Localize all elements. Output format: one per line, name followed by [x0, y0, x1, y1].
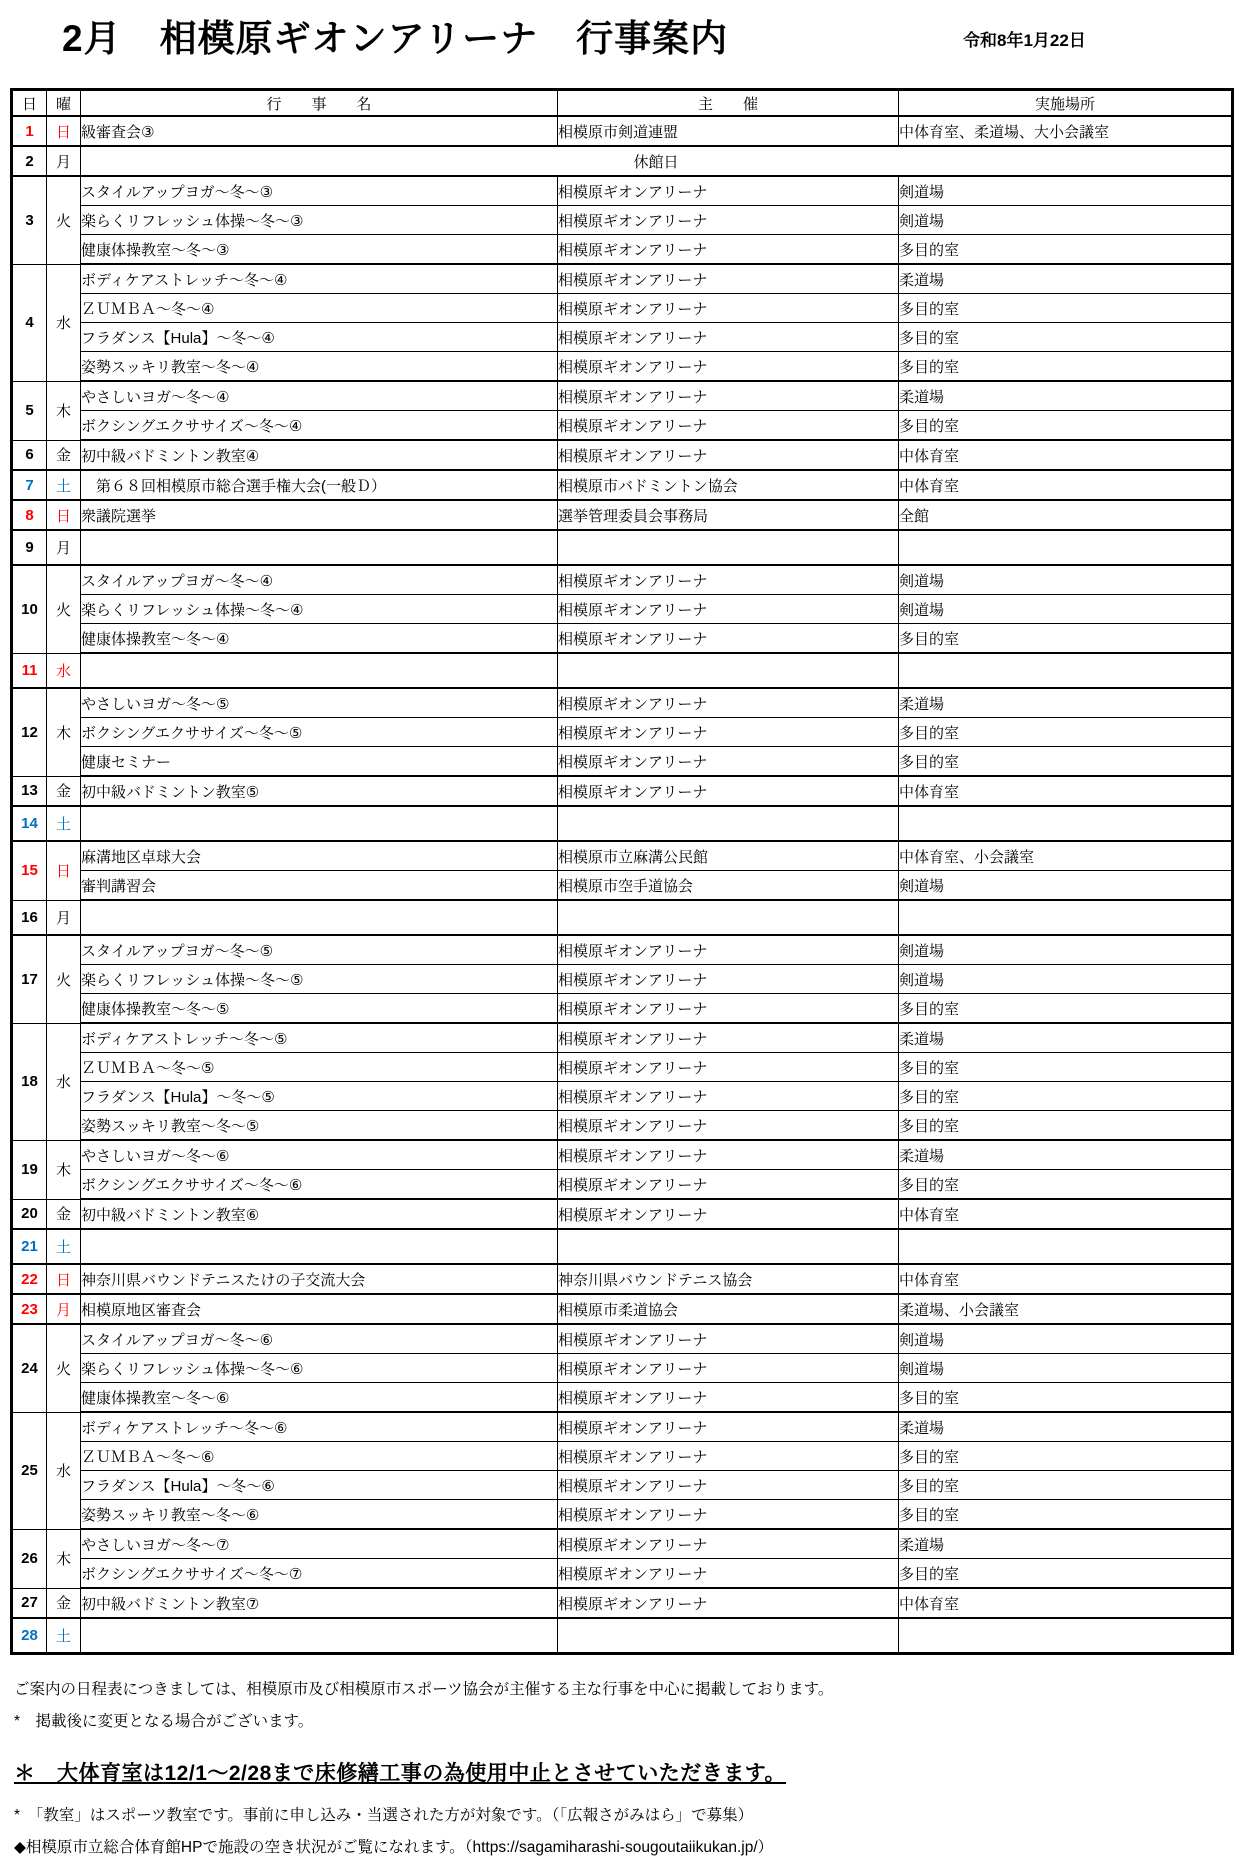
organizer-cell [558, 900, 899, 935]
day-number: 21 [12, 1229, 47, 1264]
day-number: 19 [12, 1140, 47, 1199]
event-name-cell: 第６８回相模原市総合選手権大会(一般Ｄ） [81, 470, 558, 500]
schedule-row-day-5 [12, 381, 1233, 411]
weekday-label: 月 [47, 530, 81, 565]
weekday-label: 金 [47, 1588, 81, 1618]
location-cell: 多目的室 [899, 1500, 1233, 1530]
location-cell: 剣道場 [899, 1324, 1233, 1354]
location-cell: 多目的室 [899, 1471, 1233, 1500]
issue-date: 令和8年1月22日 [963, 31, 1086, 50]
organizer-cell: 相模原ギオンアリーナ [558, 776, 899, 806]
weekday-label: 月 [47, 146, 81, 176]
organizer-cell: 相模原ギオンアリーナ [558, 235, 899, 265]
organizer-cell: 相模原ギオンアリーナ [558, 294, 899, 323]
organizer-cell: 相模原ギオンアリーナ [558, 747, 899, 777]
location-cell: 剣道場 [899, 176, 1233, 206]
day-number: 20 [12, 1199, 47, 1229]
document-header [0, 0, 1241, 78]
schedule-row-day-3 [12, 235, 1233, 265]
organizer-cell: 相模原ギオンアリーナ [558, 1383, 899, 1413]
location-cell [899, 900, 1233, 935]
location-cell [899, 653, 1233, 688]
schedule-row-day-10 [12, 565, 1233, 595]
schedule-row-day-9 [12, 530, 1233, 565]
event-name-cell: ボディケアストレッチ～冬～⑥ [81, 1412, 558, 1442]
note-changes: * 掲載後に変更となる場合がございます。 [14, 1713, 314, 1730]
footer-notes [14, 1677, 1227, 1857]
event-name-cell: 衆議院選挙 [81, 500, 558, 530]
schedule-row-day-10 [12, 624, 1233, 654]
event-name-cell: 姿勢スッキリ教室～冬～⑤ [81, 1111, 558, 1141]
schedule-row-day-13 [12, 776, 1233, 806]
weekday-label: 土 [47, 1618, 81, 1654]
location-cell [899, 806, 1233, 841]
day-number: 22 [12, 1264, 47, 1294]
organizer-cell: 相模原ギオンアリーナ [558, 1140, 899, 1170]
day-number: 12 [12, 688, 47, 776]
schedule-row-day-6 [12, 440, 1233, 470]
weekday-label: 木 [47, 1529, 81, 1588]
schedule-row-day-25 [12, 1500, 1233, 1530]
day-number: 18 [12, 1023, 47, 1140]
organizer-cell: 相模原ギオンアリーナ [558, 1442, 899, 1471]
event-name-cell: 麻溝地区卓球大会 [81, 841, 558, 871]
organizer-cell: 相模原ギオンアリーナ [558, 352, 899, 382]
location-cell: 多目的室 [899, 411, 1233, 441]
organizer-cell: 相模原ギオンアリーナ [558, 688, 899, 718]
event-name-cell: フラダンス【Hula】～冬～⑤ [81, 1082, 558, 1111]
day-number: 7 [12, 470, 47, 500]
schedule-row-day-12 [12, 718, 1233, 747]
location-cell: 多目的室 [899, 323, 1233, 352]
organizer-cell [558, 530, 899, 565]
weekday-label: 土 [47, 806, 81, 841]
weekday-label: 火 [47, 935, 81, 1023]
location-cell: 多目的室 [899, 1082, 1233, 1111]
organizer-cell: 相模原ギオンアリーナ [558, 411, 899, 441]
location-cell: 中体育室 [899, 440, 1233, 470]
location-cell: 多目的室 [899, 994, 1233, 1024]
schedule-row-day-10 [12, 595, 1233, 624]
organizer-cell: 相模原ギオンアリーナ [558, 1354, 899, 1383]
event-name-cell: ボクシングエクササイズ～冬～⑥ [81, 1170, 558, 1200]
organizer-cell: 相模原ギオンアリーナ [558, 1111, 899, 1141]
location-cell: 剣道場 [899, 965, 1233, 994]
organizer-cell: 相模原ギオンアリーナ [558, 264, 899, 294]
event-name-cell: ボクシングエクササイズ～冬～⑤ [81, 718, 558, 747]
weekday-label: 木 [47, 1140, 81, 1199]
weekday-label: 火 [47, 1324, 81, 1412]
location-cell: 多目的室 [899, 624, 1233, 654]
event-name-cell: やさしいヨガ～冬～④ [81, 381, 558, 411]
schedule-row-day-3 [12, 176, 1233, 206]
organizer-cell: 神奈川県バウンドテニス協会 [558, 1264, 899, 1294]
day-number: 28 [12, 1618, 47, 1654]
event-name-cell: ボクシングエクササイズ～冬～④ [81, 411, 558, 441]
event-name-cell: 姿勢スッキリ教室～冬～⑥ [81, 1500, 558, 1530]
weekday-label: 日 [47, 841, 81, 900]
schedule-row-day-4 [12, 323, 1233, 352]
location-cell: 柔道場 [899, 381, 1233, 411]
day-number: 2 [12, 146, 47, 176]
header-location: 実施場所 [899, 90, 1233, 117]
day-number: 11 [12, 653, 47, 688]
weekday-label: 月 [47, 900, 81, 935]
location-cell: 剣道場 [899, 206, 1233, 235]
page-title: 2月 相模原ギオンアリーナ 行事案内 [62, 18, 729, 59]
organizer-cell [558, 1229, 899, 1264]
schedule-row-day-18 [12, 1053, 1233, 1082]
schedule-row-day-1 [12, 116, 1233, 146]
event-name-cell: 審判講習会 [81, 871, 558, 901]
schedule-row-day-17 [12, 965, 1233, 994]
day-number: 16 [12, 900, 47, 935]
organizer-cell: 相模原市柔道協会 [558, 1294, 899, 1324]
schedule-row-day-18 [12, 1111, 1233, 1141]
organizer-cell: 相模原ギオンアリーナ [558, 624, 899, 654]
location-cell: 柔道場 [899, 1529, 1233, 1559]
location-cell: 柔道場 [899, 688, 1233, 718]
weekday-label: 木 [47, 381, 81, 440]
schedule-row-day-27 [12, 1588, 1233, 1618]
location-cell: 全館 [899, 500, 1233, 530]
location-cell: 柔道場、小会議室 [899, 1294, 1233, 1324]
location-cell: 柔道場 [899, 1412, 1233, 1442]
header-weekday: 曜 [47, 90, 81, 117]
organizer-cell: 相模原ギオンアリーナ [558, 935, 899, 965]
schedule-row-day-17 [12, 935, 1233, 965]
organizer-cell: 相模原ギオンアリーナ [558, 718, 899, 747]
day-number: 13 [12, 776, 47, 806]
location-cell: 中体育室、柔道場、大小会議室 [899, 116, 1233, 146]
location-cell: 剣道場 [899, 595, 1233, 624]
location-cell: 柔道場 [899, 1140, 1233, 1170]
organizer-cell: 相模原ギオンアリーナ [558, 323, 899, 352]
event-name-cell: フラダンス【Hula】～冬～⑥ [81, 1471, 558, 1500]
note-classes: * 「教室」はスポーツ教室です。事前に申し込み・当選された方が対象です。（「広報さがみはら」で募集） [14, 1807, 754, 1824]
weekday-label: 土 [47, 1229, 81, 1264]
location-cell: 多目的室 [899, 747, 1233, 777]
weekday-label: 火 [47, 176, 81, 264]
organizer-cell: 相模原ギオンアリーナ [558, 965, 899, 994]
schedule-row-day-18 [12, 1082, 1233, 1111]
schedule-row-day-7 [12, 470, 1233, 500]
day-number: 4 [12, 264, 47, 381]
location-cell: 多目的室 [899, 1111, 1233, 1141]
header-day: 日 [12, 90, 47, 117]
organizer-cell: 相模原ギオンアリーナ [558, 1559, 899, 1589]
event-name-cell: 相模原地区審査会 [81, 1294, 558, 1324]
organizer-cell: 相模原市空手道協会 [558, 871, 899, 901]
day-number: 5 [12, 381, 47, 440]
weekday-label: 水 [47, 1412, 81, 1529]
location-cell: 多目的室 [899, 1170, 1233, 1200]
event-name-cell: やさしいヨガ～冬～⑤ [81, 688, 558, 718]
location-cell [899, 530, 1233, 565]
location-cell: 柔道場 [899, 1023, 1233, 1053]
day-number: 14 [12, 806, 47, 841]
schedule-row-day-14 [12, 806, 1233, 841]
location-cell [899, 1618, 1233, 1654]
event-name-cell: ボディケアストレッチ～冬～④ [81, 264, 558, 294]
event-name-cell: 楽らくリフレッシュ体操～冬～③ [81, 206, 558, 235]
weekday-label: 金 [47, 1199, 81, 1229]
event-name-cell: ボディケアストレッチ～冬～⑤ [81, 1023, 558, 1053]
day-number: 6 [12, 440, 47, 470]
organizer-cell: 相模原ギオンアリーナ [558, 1170, 899, 1200]
schedule-row-day-18 [12, 1023, 1233, 1053]
organizer-cell [558, 806, 899, 841]
location-cell: 中体育室、小会議室 [899, 841, 1233, 871]
day-number: 9 [12, 530, 47, 565]
event-name-cell: 楽らくリフレッシュ体操～冬～⑥ [81, 1354, 558, 1383]
day-number: 25 [12, 1412, 47, 1529]
weekday-label: 月 [47, 1294, 81, 1324]
schedule-row-day-15 [12, 841, 1233, 871]
event-name-cell: スタイルアップヨガ～冬～⑤ [81, 935, 558, 965]
event-name-cell: ＺＵＭＢＡ～冬～⑥ [81, 1442, 558, 1471]
organizer-cell: 相模原ギオンアリーナ [558, 1082, 899, 1111]
schedule-row-day-4 [12, 294, 1233, 323]
event-name-cell: 健康体操教室～冬～④ [81, 624, 558, 654]
note-gym-closure: ＊ 大体育室は12/1～2/28まで床修繕工事の為使用中止とさせていただきます。 [14, 1762, 787, 1785]
schedule-row-day-21 [12, 1229, 1233, 1264]
weekday-label: 日 [47, 1264, 81, 1294]
organizer-cell: 相模原ギオンアリーナ [558, 1529, 899, 1559]
organizer-cell: 相模原ギオンアリーナ [558, 440, 899, 470]
table-header-row [12, 90, 1233, 117]
location-cell: 多目的室 [899, 1383, 1233, 1413]
weekday-label: 金 [47, 776, 81, 806]
day-number: 17 [12, 935, 47, 1023]
schedule-row-day-25 [12, 1412, 1233, 1442]
organizer-cell: 相模原ギオンアリーナ [558, 1199, 899, 1229]
organizer-cell: 相模原ギオンアリーナ [558, 1471, 899, 1500]
schedule-row-day-11 [12, 653, 1233, 688]
schedule-row-day-12 [12, 688, 1233, 718]
organizer-cell: 相模原ギオンアリーナ [558, 1412, 899, 1442]
event-name-cell: やさしいヨガ～冬～⑥ [81, 1140, 558, 1170]
event-name-cell [81, 900, 558, 935]
location-cell: 中体育室 [899, 1588, 1233, 1618]
location-cell: 剣道場 [899, 871, 1233, 901]
schedule-row-day-15 [12, 871, 1233, 901]
event-name-cell: 神奈川県バウンドテニスたけの子交流大会 [81, 1264, 558, 1294]
location-cell: 剣道場 [899, 1354, 1233, 1383]
organizer-cell: 相模原市立麻溝公民館 [558, 841, 899, 871]
event-name-cell [81, 530, 558, 565]
header-event-name: 行 事 名 [81, 90, 558, 117]
weekday-label: 日 [47, 500, 81, 530]
day-number: 27 [12, 1588, 47, 1618]
organizer-cell [558, 653, 899, 688]
location-cell: 中体育室 [899, 470, 1233, 500]
weekday-label: 日 [47, 116, 81, 146]
location-cell: 柔道場 [899, 264, 1233, 294]
event-name-cell: 健康体操教室～冬～⑤ [81, 994, 558, 1024]
schedule-row-day-3 [12, 206, 1233, 235]
event-name-cell [81, 806, 558, 841]
schedule-row-day-24 [12, 1354, 1233, 1383]
day-number: 8 [12, 500, 47, 530]
organizer-cell: 相模原ギオンアリーナ [558, 176, 899, 206]
location-cell: 多目的室 [899, 294, 1233, 323]
event-name-cell: 初中級バドミントン教室④ [81, 440, 558, 470]
schedule-row-day-5 [12, 411, 1233, 441]
event-name-cell: スタイルアップヨガ～冬～④ [81, 565, 558, 595]
schedule-row-day-25 [12, 1471, 1233, 1500]
event-name-cell: 初中級バドミントン教室⑤ [81, 776, 558, 806]
day-number: 3 [12, 176, 47, 264]
organizer-cell: 相模原ギオンアリーナ [558, 1500, 899, 1530]
event-name-cell: ＺＵＭＢＡ～冬～⑤ [81, 1053, 558, 1082]
event-name-cell: ＺＵＭＢＡ～冬～④ [81, 294, 558, 323]
schedule-body [12, 116, 1233, 1654]
location-cell: 中体育室 [899, 1264, 1233, 1294]
day-number: 15 [12, 841, 47, 900]
schedule-row-day-25 [12, 1442, 1233, 1471]
event-name-cell: スタイルアップヨガ～冬～⑥ [81, 1324, 558, 1354]
event-name-cell: スタイルアップヨガ～冬～③ [81, 176, 558, 206]
schedule-row-day-19 [12, 1170, 1233, 1200]
schedule-row-day-4 [12, 352, 1233, 382]
location-cell: 剣道場 [899, 565, 1233, 595]
event-name-cell: 健康セミナー [81, 747, 558, 777]
organizer-cell: 相模原ギオンアリーナ [558, 1324, 899, 1354]
schedule-row-day-16 [12, 900, 1233, 935]
note-general: ご案内の日程表につきましては、相模原市及び相模原市スポーツ協会が主催する主な行事を中心に掲載しております。 [14, 1681, 834, 1698]
location-cell: 多目的室 [899, 352, 1233, 382]
event-name-cell: やさしいヨガ～冬～⑦ [81, 1529, 558, 1559]
schedule-row-day-8 [12, 500, 1233, 530]
weekday-label: 土 [47, 470, 81, 500]
organizer-cell: 相模原ギオンアリーナ [558, 1023, 899, 1053]
event-name-cell: フラダンス【Hula】～冬～④ [81, 323, 558, 352]
schedule-row-day-24 [12, 1383, 1233, 1413]
day-number: 24 [12, 1324, 47, 1412]
event-name-cell: 初中級バドミントン教室⑦ [81, 1588, 558, 1618]
schedule-row-day-4 [12, 264, 1233, 294]
event-name-cell: 健康体操教室～冬～③ [81, 235, 558, 265]
event-name-cell: 楽らくリフレッシュ体操～冬～⑤ [81, 965, 558, 994]
event-name-cell: 級審査会③ [81, 116, 558, 146]
organizer-cell: 相模原ギオンアリーナ [558, 595, 899, 624]
event-name-cell: 初中級バドミントン教室⑥ [81, 1199, 558, 1229]
weekday-label: 水 [47, 653, 81, 688]
note-website: ◆相模原市立総合体育館HPで施設の空き状況がご覧になれます。（https://sagamiharashi-sougoutaiikukan.jp/） [14, 1839, 774, 1856]
weekday-label: 木 [47, 688, 81, 776]
schedule-row-day-19 [12, 1140, 1233, 1170]
weekday-label: 火 [47, 565, 81, 653]
event-name-cell [81, 653, 558, 688]
day-number: 23 [12, 1294, 47, 1324]
day-number: 1 [12, 116, 47, 146]
schedule-row-day-26 [12, 1529, 1233, 1559]
location-cell: 多目的室 [899, 1442, 1233, 1471]
weekday-label: 金 [47, 440, 81, 470]
weekday-label: 水 [47, 1023, 81, 1140]
schedule-row-day-24 [12, 1324, 1233, 1354]
weekday-label: 水 [47, 264, 81, 381]
location-cell: 中体育室 [899, 1199, 1233, 1229]
schedule-row-day-17 [12, 994, 1233, 1024]
event-name-cell [81, 1229, 558, 1264]
event-name-cell: 健康体操教室～冬～⑥ [81, 1383, 558, 1413]
schedule-row-day-20 [12, 1199, 1233, 1229]
event-schedule-table [10, 88, 1234, 1655]
event-name-cell [81, 1618, 558, 1654]
location-cell: 多目的室 [899, 235, 1233, 265]
organizer-cell: 相模原ギオンアリーナ [558, 206, 899, 235]
schedule-row-day-12 [12, 747, 1233, 777]
event-name-cell: 楽らくリフレッシュ体操～冬～④ [81, 595, 558, 624]
organizer-cell: 相模原ギオンアリーナ [558, 381, 899, 411]
location-cell [899, 1229, 1233, 1264]
organizer-cell: 相模原ギオンアリーナ [558, 1053, 899, 1082]
organizer-cell: 相模原ギオンアリーナ [558, 994, 899, 1024]
organizer-cell: 選挙管理委員会事務局 [558, 500, 899, 530]
organizer-cell [558, 1618, 899, 1654]
day-number: 10 [12, 565, 47, 653]
location-cell: 多目的室 [899, 718, 1233, 747]
organizer-cell: 相模原ギオンアリーナ [558, 1588, 899, 1618]
schedule-row-day-2 [12, 146, 1233, 176]
schedule-row-day-28 [12, 1618, 1233, 1654]
event-name-cell: 姿勢スッキリ教室～冬～④ [81, 352, 558, 382]
location-cell: 多目的室 [899, 1053, 1233, 1082]
organizer-cell: 相模原市バドミントン協会 [558, 470, 899, 500]
closed-day-cell: 休館日 [81, 146, 1233, 176]
location-cell: 中体育室 [899, 776, 1233, 806]
organizer-cell: 相模原ギオンアリーナ [558, 565, 899, 595]
schedule-row-day-22 [12, 1264, 1233, 1294]
location-cell: 多目的室 [899, 1559, 1233, 1589]
schedule-row-day-26 [12, 1559, 1233, 1589]
header-organizer: 主 催 [558, 90, 899, 117]
schedule-row-day-23 [12, 1294, 1233, 1324]
organizer-cell: 相模原市剣道連盟 [558, 116, 899, 146]
event-name-cell: ボクシングエクササイズ～冬～⑦ [81, 1559, 558, 1589]
location-cell: 剣道場 [899, 935, 1233, 965]
day-number: 26 [12, 1529, 47, 1588]
